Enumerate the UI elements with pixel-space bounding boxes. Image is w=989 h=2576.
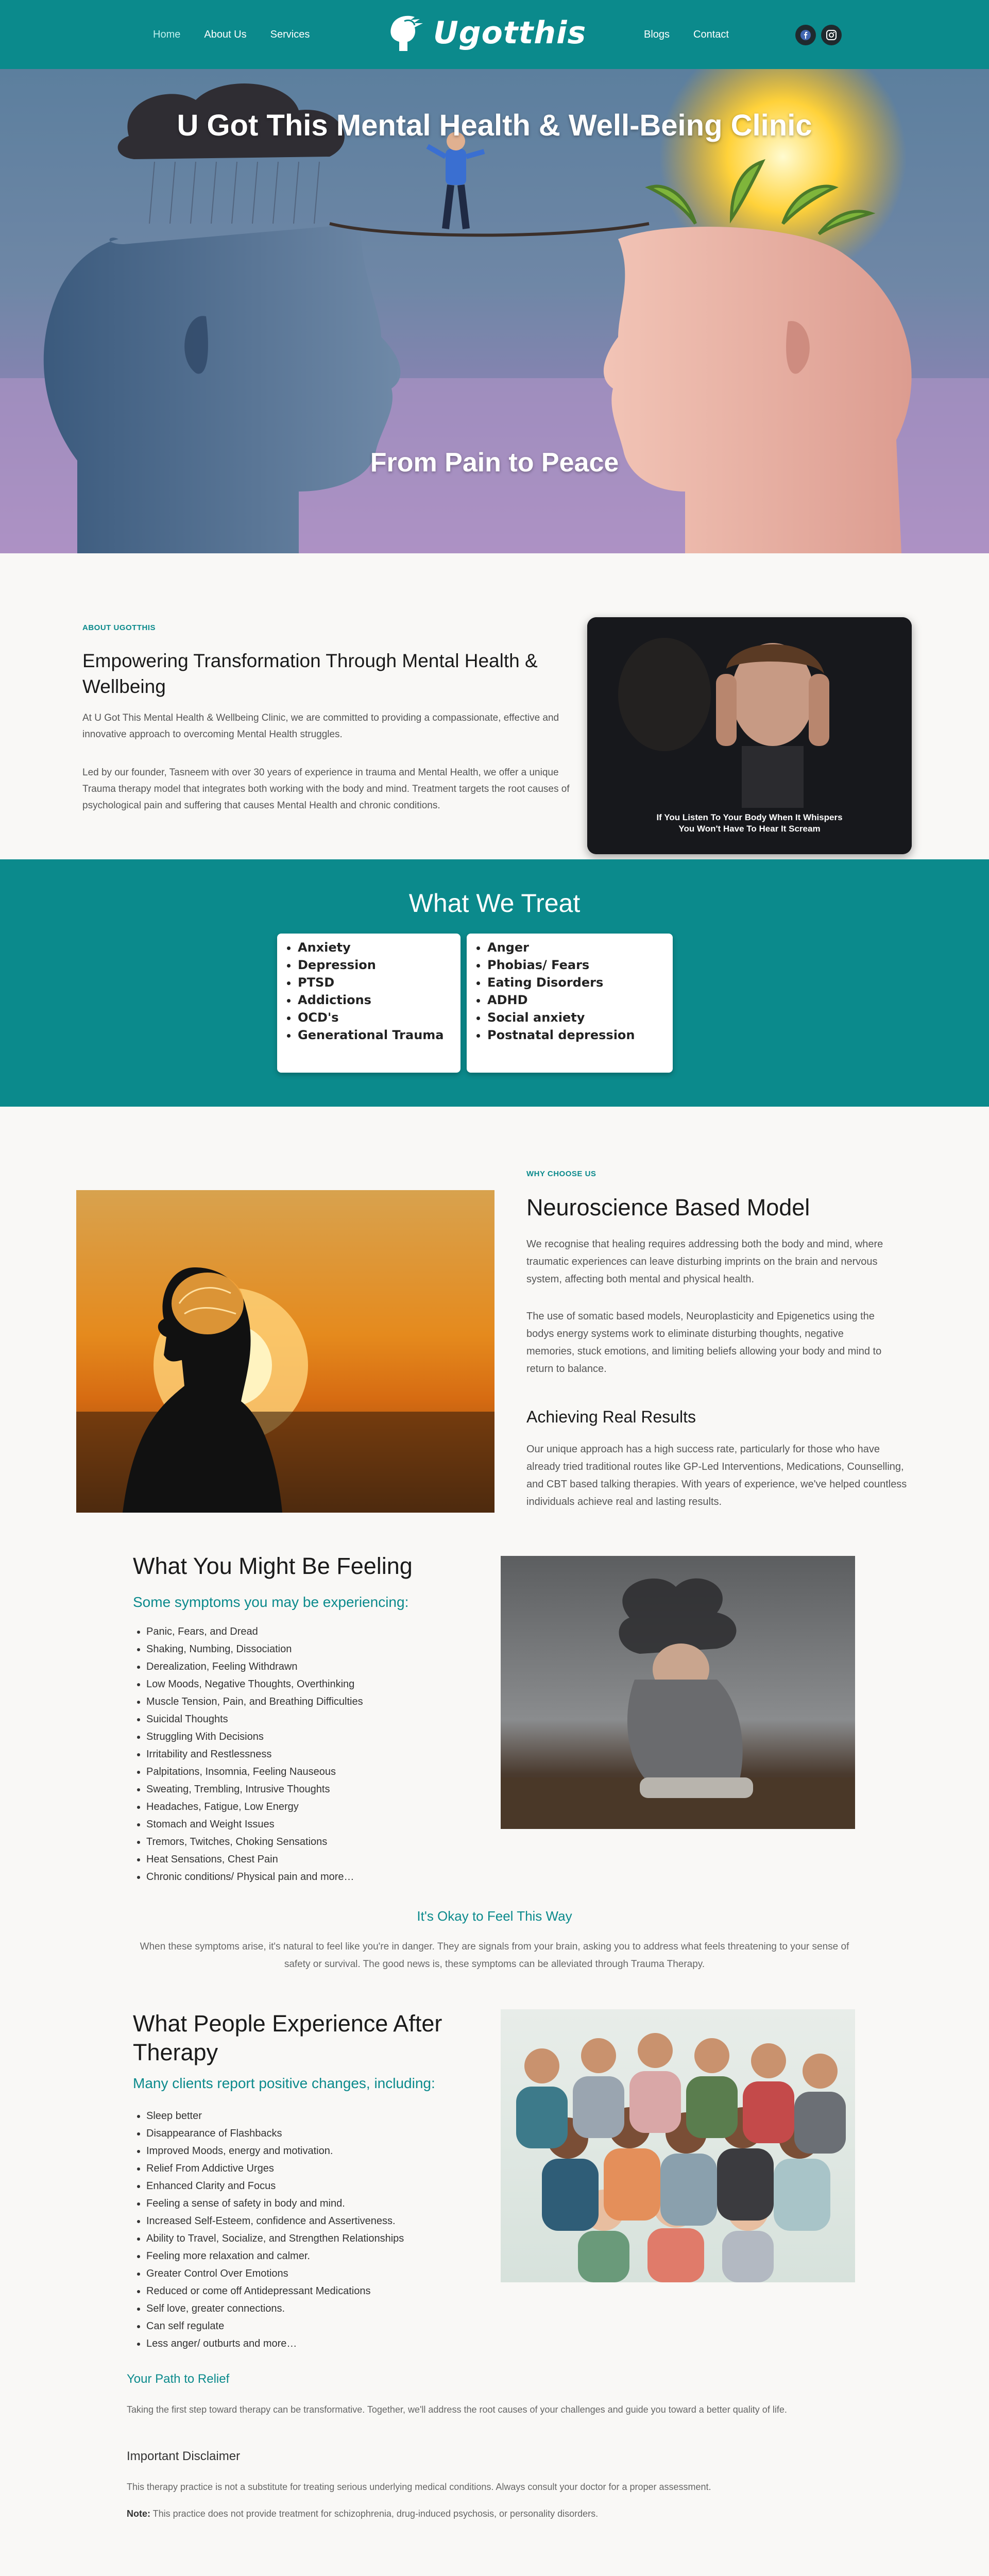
path-title: Your Path to Relief [127, 2372, 230, 2386]
treat-item: • Depression [298, 956, 450, 974]
feeling-title: What You Might Be Feeling [133, 1553, 413, 1579]
about-image-card [587, 617, 912, 854]
disclaimer-paragraph: This therapy practice is not a substitute for treating serious underlying medical conditions. Always consult your doctor for a proper assessment. [127, 2482, 711, 2492]
after-title: What People Experience After Therapy [133, 2010, 442, 2065]
main-nav-left [153, 29, 310, 41]
list-item: • Less anger/ outburts and more… [146, 2335, 496, 2352]
list-item: • Ability to Travel, Socialize, and Strengthen Relationships [146, 2230, 496, 2247]
hero-banner [0, 69, 989, 553]
path-paragraph: Taking the first step toward therapy can be transformative. Together, we'll address the root causes of your challenges and guide you toward a better quality of life. [127, 2404, 787, 2415]
facebook-icon[interactable] [795, 25, 816, 45]
list-item: • Headaches, Fatigue, Low Energy [146, 1798, 496, 1816]
about-paragraph-1: At U Got This Mental Health & Wellbeing Clinic, we are committed to providing a compassionate, effective and innovative approach to overcoming Mental Health struggles. [82, 713, 559, 740]
about-paragraph-2: Led by our founder, Tasneem with over 30 years of experience in trauma and Mental Health, we offer a unique Trauma therapy model that integrates both working with the body and mind. Treatment targets the root causes of psychological pain and suffering that causes Mental Health and chronic conditions. [82, 767, 570, 811]
list-item: • Heat Sensations, Chest Pain [146, 1851, 496, 1868]
why-eyebrow: WHY CHOOSE US [526, 1170, 596, 1178]
list-item: • Suicidal Thoughts [146, 1710, 496, 1728]
list-item: • Shaking, Numbing, Dissociation [146, 1640, 496, 1658]
treat-item: • Phobias/ Fears [487, 956, 662, 974]
list-item: • Stomach and Weight Issues [146, 1816, 496, 1833]
logo-head-icon [384, 10, 430, 56]
treat-item: • Anger [487, 939, 662, 956]
nav-services[interactable]: Services [270, 29, 310, 40]
list-item: • Sweating, Trembling, Intrusive Thoughts [146, 1781, 496, 1798]
treat-list-right [467, 934, 673, 1073]
list-item: • Improved Moods, energy and motivation. [146, 2142, 496, 2160]
treat-item: • Postnatal depression [487, 1026, 662, 1044]
logo-text: Ugotthis [433, 15, 587, 51]
treat-item: • Social anxiety [487, 1009, 662, 1026]
benefits-list [135, 2107, 496, 2352]
list-item: • Self love, greater connections. [146, 2300, 496, 2317]
nav-home[interactable]: Home [153, 29, 181, 40]
list-item: • Increased Self-Esteem, confidence and Assertiveness. [146, 2212, 496, 2230]
nav-blogs[interactable]: Blogs [644, 29, 670, 40]
symptoms-list [135, 1623, 496, 1886]
caption-line-1: If You Listen To Your Body When It Whispers [656, 812, 843, 822]
disclaimer-title: Important Disclaimer [127, 2449, 241, 2463]
list-item: • Relief From Addictive Urges [146, 2160, 496, 2177]
brain-silhouette-image [76, 1190, 494, 1513]
anxious-person-image [501, 1556, 855, 1829]
treat-item: • ADHD [487, 991, 662, 1009]
results-paragraph: Our unique approach has a high success rate, particularly for those who have already tried traditional routes like GP-Led Interventions, Medications, Counselling, and CBT based talking therapies. With years of experience, we've helped countless individuals achieve real and lasting results. [526, 1444, 907, 1507]
okay-title: It's Okay to Feel This Way [417, 1908, 572, 1924]
treat-item: • OCD's [298, 1009, 450, 1026]
treat-item: • Anxiety [298, 939, 450, 956]
treat-item: • Eating Disorders [487, 974, 662, 991]
list-item: • Derealization, Feeling Withdrawn [146, 1658, 496, 1675]
list-item: • Low Moods, Negative Thoughts, Overthinking [146, 1675, 496, 1693]
feeling-subtitle: Some symptoms you may be experiencing: [133, 1594, 409, 1610]
hero-subtitle: From Pain to Peace [370, 448, 619, 478]
okay-paragraph: When these symptoms arise, it's natural to feel like you're in danger. They are signals from your brain, asking you to address what feels threatening to your sense of safety or survival. The good news is, these symptoms can be alleviated through Trauma Therapy. [140, 1941, 849, 1970]
site-header [0, 0, 989, 69]
treat-item: • Addictions [298, 991, 450, 1009]
treat-title: What We Treat [408, 889, 581, 918]
after-subtitle: Many clients report positive changes, including: [133, 2075, 435, 2091]
treat-item: • PTSD [298, 974, 450, 991]
why-paragraph-2: The use of somatic based models, Neuroplasticity and Epigenetics using the bodys energy systems work to eliminate disturbing thoughts, negative memories, stuck emotions, and limiting beliefs allowing your body and mind to return to balance. [526, 1311, 882, 1375]
instagram-icon[interactable] [821, 25, 842, 45]
list-item: • Struggling With Decisions [146, 1728, 496, 1745]
why-title: Neuroscience Based Model [526, 1194, 810, 1221]
hero-title: U Got This Mental Health & Well-Being Clinic [177, 109, 812, 142]
about-title: Empowering Transformation Through Mental Health & Wellbeing [82, 650, 538, 697]
nav-contact[interactable]: Contact [693, 29, 729, 40]
about-image-caption [587, 812, 912, 835]
list-item: • Greater Control Over Emotions [146, 2265, 496, 2282]
nav-about[interactable]: About Us [204, 29, 247, 40]
list-item: • Disappearance of Flashbacks [146, 2125, 496, 2142]
results-title: Achieving Real Results [526, 1408, 696, 1426]
list-item: • Sleep better [146, 2107, 496, 2125]
caption-line-2: You Won't Have To Hear It Scream [678, 824, 821, 834]
treat-item: • Generational Trauma [298, 1026, 450, 1044]
site-logo[interactable] [384, 6, 605, 60]
list-item: • Muscle Tension, Pain, and Breathing Difficulties [146, 1693, 496, 1710]
note-text: This practice does not provide treatment for schizophrenia, drug-induced psychosis, or personality disorders. [150, 2509, 599, 2519]
treat-list-left [277, 934, 461, 1073]
list-item: • Irritability and Restlessness [146, 1745, 496, 1763]
list-item: • Tremors, Twitches, Choking Sensations [146, 1833, 496, 1851]
list-item: • Reduced or come off Antidepressant Medications [146, 2282, 496, 2300]
what-we-treat-section [0, 859, 989, 1107]
list-item: • Enhanced Clarity and Focus [146, 2177, 496, 2195]
list-item: • Can self regulate [146, 2317, 496, 2335]
note-label: Note: [127, 2509, 150, 2519]
list-item: • Feeling a sense of safety in body and mind. [146, 2195, 496, 2212]
main-nav-right [644, 29, 729, 41]
list-item: • Feeling more relaxation and calmer. [146, 2247, 496, 2265]
why-paragraph-1: We recognise that healing requires addressing both the body and mind, where traumatic experiences can leave disturbing imprints on the brain and nervous system, affecting both mental and physical health. [526, 1239, 883, 1285]
about-eyebrow: ABOUT UGOTTHIS [82, 623, 156, 632]
list-item: • Palpitations, Insomnia, Feeling Nauseous [146, 1763, 496, 1781]
list-item: • Panic, Fears, and Dread [146, 1623, 496, 1640]
list-item: • Chronic conditions/ Physical pain and more… [146, 1868, 496, 1886]
happy-group-image [501, 2009, 855, 2282]
note-paragraph [127, 2505, 899, 2522]
